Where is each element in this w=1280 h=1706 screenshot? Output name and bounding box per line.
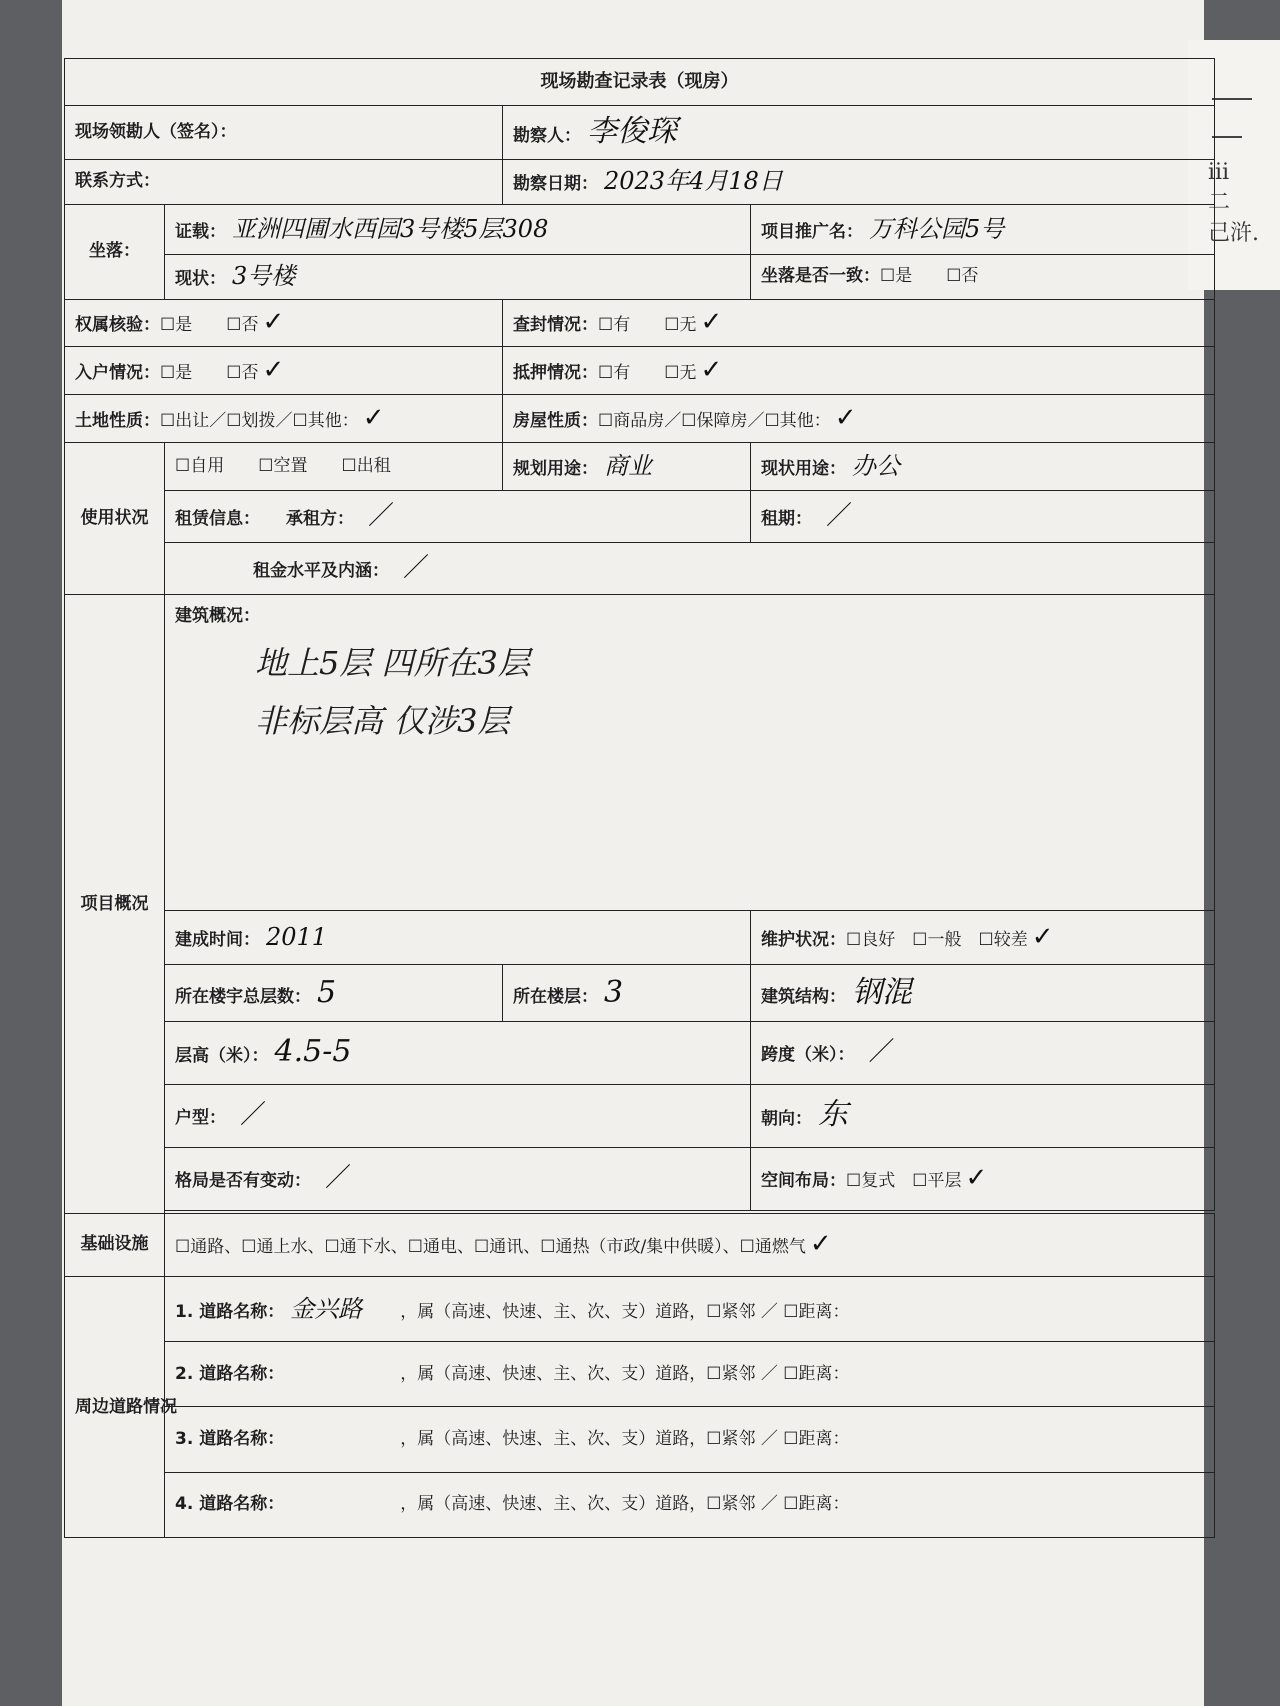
inspector-field[interactable] xyxy=(503,105,1215,159)
infra-label: 基础设施 xyxy=(65,1213,165,1276)
project-value: 万科公园5号 xyxy=(869,214,1005,243)
seal-field[interactable] xyxy=(503,299,1215,347)
project-label: 项目推广名： xyxy=(761,221,863,242)
building-label: 建筑概况： xyxy=(175,606,260,627)
note-stroke xyxy=(1212,98,1252,100)
unit-type-field[interactable] xyxy=(165,1084,751,1147)
road-label: 4. 道路名称： xyxy=(175,1494,285,1515)
road-label: 2. 道路名称： xyxy=(175,1363,285,1384)
height-value: 4.5-5 xyxy=(274,1034,352,1070)
location-label: 坐落： xyxy=(65,204,165,299)
maintenance-field[interactable] xyxy=(751,910,1215,964)
orient-label: 朝向： xyxy=(761,1109,812,1130)
date-field[interactable] xyxy=(503,159,1215,204)
lead-label: 现场领勘人（签名）： xyxy=(75,121,237,142)
floor-label: 所在楼层： xyxy=(513,986,598,1007)
road-row[interactable] xyxy=(165,1472,1215,1537)
height-field[interactable] xyxy=(165,1021,751,1084)
entry-options[interactable]: ☐是 ☐否 xyxy=(160,363,259,384)
lease-field[interactable] xyxy=(165,491,751,543)
house-label: 房屋性质： xyxy=(513,411,598,432)
status-label: 现状： xyxy=(175,269,226,290)
orient-value: 东 xyxy=(818,1097,848,1133)
space-options[interactable]: ☐复式 ☐平层 xyxy=(846,1171,962,1192)
built-time-field[interactable] xyxy=(165,910,751,964)
ownership-label: 权属核验： xyxy=(75,315,160,336)
cert-address-field[interactable] xyxy=(165,204,751,254)
layout-change-field[interactable] xyxy=(165,1147,751,1210)
road-label: 周边道路情况 xyxy=(65,1276,165,1537)
inspection-form xyxy=(64,58,1215,1538)
checkmark-icon: ✓ xyxy=(262,307,285,338)
seal-label: 查封情况： xyxy=(513,315,598,336)
span-field[interactable] xyxy=(751,1021,1215,1084)
struct-value: 钢混 xyxy=(852,974,912,1010)
ownership-field[interactable] xyxy=(65,299,503,347)
structure-field[interactable] xyxy=(751,965,1215,1022)
floor-field[interactable] xyxy=(503,965,751,1022)
tenant-label: 承租方： xyxy=(286,509,354,530)
checkmark-icon: ✓ xyxy=(700,355,723,386)
road-options[interactable]: ，属（高速、快速、主、次、支）道路，☐紧邻 ／ ☐距离： xyxy=(400,1363,850,1384)
planned-value: 商业 xyxy=(604,452,652,481)
floor-value: 3 xyxy=(604,974,624,1010)
status-value: 3号楼 xyxy=(232,262,296,291)
rent-label: 租金水平及内涵： xyxy=(253,561,389,582)
struct-label: 建筑结构： xyxy=(761,986,846,1007)
building-line-2: 非标层高 仅涉3层 xyxy=(255,701,510,740)
usage-label: 使用状况 xyxy=(65,443,165,595)
house-options[interactable]: ☐商品房／☐保障房／☐其他： xyxy=(598,411,831,432)
mortgage-options[interactable]: ☐有 ☐无 xyxy=(598,363,697,384)
contact-label: 联系方式： xyxy=(75,171,160,192)
maint-label: 维护状况： xyxy=(761,929,846,950)
seal-options[interactable]: ☐有 ☐无 xyxy=(598,315,697,336)
side-note-text: ⅲ 二 己浒. xyxy=(1208,160,1259,246)
road-options[interactable]: ，属（高速、快速、主、次、支）道路，☐紧邻 ／ ☐距离： xyxy=(400,1494,850,1515)
space-label: 空间布局： xyxy=(761,1171,846,1192)
entry-field[interactable] xyxy=(65,347,503,395)
house-field[interactable] xyxy=(503,395,1215,443)
planned-label: 规划用途： xyxy=(513,459,598,480)
dash-mark: ／ xyxy=(325,1163,352,1194)
mortgage-label: 抵押情况： xyxy=(513,363,598,384)
infra-field[interactable] xyxy=(165,1213,1215,1276)
dash-mark: ／ xyxy=(240,1100,267,1131)
land-options[interactable]: ☐出让／☐划拨／☐其他： xyxy=(160,411,359,432)
consistent-label: 坐落是否一致： xyxy=(761,266,880,287)
checkmark-icon: ✓ xyxy=(362,403,385,434)
orientation-field[interactable] xyxy=(751,1084,1215,1147)
lead-signature-field[interactable] xyxy=(65,105,503,159)
lease-label: 租赁信息： xyxy=(175,509,260,530)
dash-mark: ／ xyxy=(868,1037,895,1067)
dash-mark: ／ xyxy=(826,501,853,532)
road-label: 3. 道路名称： xyxy=(175,1429,285,1450)
floors-value: 5 xyxy=(317,974,337,1010)
land-field[interactable] xyxy=(65,395,503,443)
road-options[interactable]: ，属（高速、快速、主、次、支）道路，☐紧邻 ／ ☐距离： xyxy=(400,1301,850,1322)
road-row[interactable] xyxy=(165,1342,1215,1407)
checkmark-icon: ✓ xyxy=(1031,921,1054,952)
consistent-field[interactable] xyxy=(751,254,1215,299)
usage-options-field[interactable] xyxy=(165,443,503,491)
cert-value: 亚洲四圃水西园3号楼5层308 xyxy=(232,214,549,243)
date-value: 2023年4月18日 xyxy=(604,167,783,196)
road-row[interactable] xyxy=(165,1407,1215,1472)
form-title: 现场勘查记录表（现房） xyxy=(65,59,1215,106)
current-use-value: 办公 xyxy=(852,452,900,481)
road-row[interactable] xyxy=(165,1276,1215,1341)
floors-label: 所在楼宇总层数： xyxy=(175,986,311,1007)
planned-use-field[interactable] xyxy=(503,443,751,491)
checkmark-icon: ✓ xyxy=(700,307,723,338)
infra-options[interactable]: ☐通路、☐通上水、☐通下水、☐通电、☐通讯、☐通热（市政/集中供暖）、☐通燃气 xyxy=(175,1237,806,1258)
note-stroke xyxy=(1212,136,1242,138)
term-label: 租期： xyxy=(761,509,812,530)
road-options[interactable]: ，属（高速、快速、主、次、支）道路，☐紧邻 ／ ☐距离： xyxy=(400,1429,850,1450)
mortgage-field[interactable] xyxy=(503,347,1215,395)
current-use-label: 现状用途： xyxy=(761,459,846,480)
ownership-options[interactable]: ☐是 ☐否 xyxy=(160,315,259,336)
checkmark-icon: ✓ xyxy=(965,1163,988,1194)
dash-mark: ／ xyxy=(403,553,430,584)
built-label: 建成时间： xyxy=(175,930,260,951)
contact-field[interactable] xyxy=(65,159,503,204)
lease-term-field[interactable] xyxy=(751,491,1215,543)
entry-label: 入户情况： xyxy=(75,363,160,384)
rent-field[interactable] xyxy=(165,543,1215,595)
current-use-field[interactable] xyxy=(751,443,1215,491)
date-label: 勘察日期： xyxy=(513,174,598,195)
inspector-label: 勘察人： xyxy=(513,125,581,146)
checkmark-icon: ✓ xyxy=(834,403,857,434)
span-label: 跨度（米）： xyxy=(761,1045,855,1065)
total-floors-field[interactable] xyxy=(165,965,503,1022)
status-field[interactable] xyxy=(165,254,751,299)
road-label: 1. 道路名称： xyxy=(175,1301,285,1322)
project-name-field[interactable] xyxy=(751,204,1215,254)
road-name-value: 金兴路 xyxy=(290,1294,363,1323)
change-label: 格局是否有变动： xyxy=(175,1171,311,1192)
building-overview-field[interactable] xyxy=(165,595,1215,910)
consistent-options[interactable]: ☐是 ☐否 xyxy=(880,266,979,287)
dash-mark: ／ xyxy=(368,501,395,532)
inspector-value: 李俊琛 xyxy=(587,113,677,149)
height-label: 层高（米）： xyxy=(175,1046,269,1067)
overview-label: 项目概况 xyxy=(65,595,165,1213)
maint-options[interactable]: ☐良好 ☐一般 ☐较差 xyxy=(846,929,1028,950)
space-layout-field[interactable] xyxy=(751,1147,1215,1210)
type-label: 户型： xyxy=(175,1108,226,1129)
checkmark-icon: ✓ xyxy=(262,355,285,386)
building-line-1: 地上5层 四所在3层 xyxy=(255,644,530,683)
checkmark-icon: ✓ xyxy=(809,1229,832,1260)
usage-options[interactable]: ☐自用 ☐空置 ☐出租 xyxy=(175,456,391,477)
built-value: 2011 xyxy=(266,923,328,952)
land-label: 土地性质： xyxy=(75,411,160,432)
cert-label: 证载： xyxy=(175,221,226,242)
